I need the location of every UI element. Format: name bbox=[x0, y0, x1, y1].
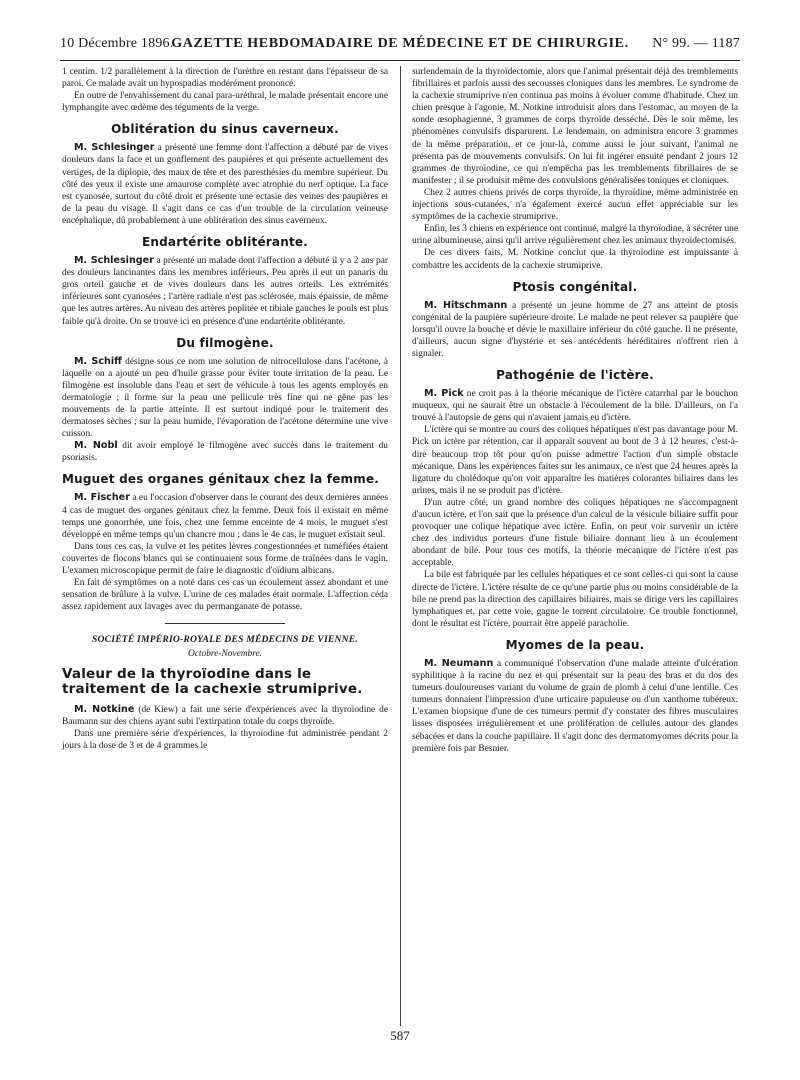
section-heading-muguet: Muguet des organes génitaux chez la femme. bbox=[62, 472, 380, 487]
author-name: M. Hitschmann bbox=[424, 299, 508, 311]
author-name: M. Schlesinger bbox=[74, 255, 154, 267]
column-separator bbox=[400, 66, 401, 1026]
paragraph-text: (de Kiew) a fait une série d'expériences avec la thyroïodine de Baumann sur des chiens ayant subi l'extirpation totale du corps thyroïde. bbox=[62, 704, 388, 727]
page-number: 587 bbox=[390, 1028, 410, 1043]
paragraph: La bile est fabriquée par les cellules hépatiques et ce sont celles-ci qui sont la cause directe de l'ictère. L'ictère résulte de ce qu'une partie plus ou moins considérable de la bile ne prend pas la direction des capillaires biliaires, mais se dirige vers les capillaires lymphatiques et, par cette voie, gagne le torrent circulatoire. Ce trouble fonctionnel, dont le résultat est l'ictère, pourrait être appelé paracholie. bbox=[412, 570, 738, 629]
paragraph bbox=[62, 356, 388, 441]
paragraph bbox=[62, 142, 388, 227]
section-heading-filmogene: Du filmogène. bbox=[176, 335, 274, 350]
paragraph bbox=[62, 440, 388, 464]
author-name: M. Fischer bbox=[74, 492, 130, 504]
paragraph: surlendemain de la thyroïdectomie, alors que l'animal présentait déjà des tremblements fibrillaires et parfois aussi des secousses cloniques dans les membres. Le syndrome de la cachexie strumiprive n'en continua pas moins à évoluer comme d'habitude. Chez un chien presque à l'agonie, M. Notkine introduisit alors dans l'estomac, au moyen de la sonde œsophagienne, 3 grammes de corps thyroïde desséché. Dès le soir même, les phénomènes convulsifs disparurent. Le lendemain, on administra encore 3 grammes de la même préparation, et ce jour-là, comme aussi le jour suivant, l'animal ne présenta pas de mouvements convulsifs. On lui fit ingérer ensuite pendant 2 jours 12 grammes de thyroïodine, ce qui n'empêcha pas les tremblements fibrillaires de se manifester ; il se produisit même des convulsions généralisées toniques et cloniques. bbox=[412, 67, 738, 186]
header-rule bbox=[60, 60, 740, 61]
paragraph: Dans tous ces cas, la vulve et les petites lèvres congestionnées et tuméfiées étaient couvertes de flocons blancs qui se continuaient sous forme de traînées dans le vagin. L'examen microscopique permit de faire le diagnostic d'oïdium albicans. bbox=[62, 541, 388, 576]
paragraph: Dans une première série d'expériences, la thyroïodine fut administrée pendant 2 jours à la dose de 3 et de 4 grammes le bbox=[62, 728, 388, 751]
paragraph-text: dit avoir employé le filmogène avec succès dans le traitement du psoriasis. bbox=[62, 441, 388, 464]
paragraph: D'un autre côté, un grand nombre des coliques hépatiques ne s'accompagnent d'aucun ictère, et l'on sait que la présence d'un calcul de la vésicule biliaire suffit pour provoquer une colique hépatique avec ictère. Enfin, on peut voir survenir un ictère chez des individus porteurs d'une fistule biliaire donnant lieu à un écoulement abondant de bile. Pour tous ces motifs, la théorie mécanique de l'ictère n'est pas acceptable. bbox=[412, 497, 738, 569]
paragraph: L'ictère qui se montre au cours des coliques hépatiques n'est pas davantage pour M. Pick un ictère par rétention, car il apparaît souvent au bout de 3 à 12 heures, c'est-à-dire beaucoup trop tôt pour qu'on puisse admettre l'action d'un simple obstacle mécanique. Dans les expériences faites sur les animaux, ce n'est que 24 heures après la ligature du cholédoque qu'on voit apparaître les matières colorantes biliaires dans les urines, mais il ne se produit pas d'ictère. bbox=[412, 425, 738, 496]
paragraph-text: a eu l'occasion d'observer dans le courant des deux dernières années 4 cas de muguet des organes génitaux chez la femme. Deux fois il existait en même temps une gonorrhée, une fois, chez une femme enceinte de 4 mois, le muguet s'est développé en même temps qu'un chancre mou ; dans le 4e cas, le muguet existait seul. bbox=[62, 493, 388, 540]
paragraph-text: désigne sous ce nom une solution de nitrocellulose dans l'acétone, à laquelle on a ajouté un peu d'huile grasse pour éviter toute irritation de la peau. Le filmogène est insoluble dans l'eau et sert de véhicule à tous les agents employés en dermatologie ; il forme sur la peau une pellicule très fine qui ne gêne pas les mouvements de la partie atteinte. Il est surtout indiqué pour le traitement des dermatoses sèches ; sur la peau humide, l'évaporation de l'acétone détermine une vive cuisson. bbox=[62, 356, 388, 440]
society-date: Octobre-Novembre. bbox=[187, 649, 263, 660]
running-head bbox=[60, 36, 740, 58]
left-column bbox=[62, 66, 388, 752]
section-heading-ictere: Pathogénie de l'ictère. bbox=[496, 368, 654, 383]
header-date: 10 Décembre 1896. bbox=[60, 36, 174, 51]
paragraph-text: a présenté un malade dont l'affection a débuté il y a 2 ans par des douleurs lancinantes dans les membres inférieurs. Peu après il eut un panaris du gros orteil gauche et de vives douleurs dans les autres orteils. Les extrémités inférieures sont cyanosées ; l'artère radiale n'est pas sclérosée, mais épaissie, de même que les autres artères. Au niveau des artères poplitée et tibiale gauches le pouls est plus faible qu'à droite. On se trouve ici en présence d'une endartérite oblitérante. bbox=[62, 256, 388, 327]
paragraph bbox=[412, 658, 738, 755]
section-heading-sinus: Oblitération du sinus caverneux. bbox=[111, 122, 339, 137]
right-column bbox=[412, 66, 738, 755]
paragraph: Enfin, les 3 chiens en expérience ont continué, malgré la thyroïodine, à sécréter une urine albumineuse, ainsi qu'il arrive régulièrement chez les animaux thyroïdectomisés. bbox=[412, 224, 738, 247]
paragraph: En outre de l'envahissement du canal para-uréthral, le malade présentait encore une lymphangite avec œdème des téguments de la verge. bbox=[62, 91, 388, 114]
section-heading-ptosis: Ptosis congénital. bbox=[512, 279, 638, 294]
society-heading: SOCIÉTÉ IMPÉRIO-ROYALE DES MÉDECINS DE VIENNE. bbox=[92, 634, 358, 646]
paragraph-text: a communiqué l'observation d'une malade atteinte d'ulcération syphilitique à la racine du nez et qui présentait sur la peau des bras et du dos des tumeurs douloureuses variant du volume de grain de plomb à celui d'une lentille. Ces tumeurs donnaient l'impression d'une urticaire papuleuse ou d'un xanthome tubéreux. L'examen biopsique d'une de ces tumeurs permit d'y constater des fibres musculaires lisses disposées irrégulièrement et une prolifération de cellules autour des glandes sébacées et dans la couche papillaire. Il s'agit donc des dermatomyomes décrits pour la première fois par Besnier. bbox=[412, 658, 738, 754]
paragraph: 1 centim. 1/2 parallèlement à la direction de l'urèthre en restant dans l'épaisseur de sa paroi. Ce malade avait un hypospadias modérément prononcé. bbox=[62, 67, 388, 90]
section-heading-endarterite: Endartérite oblitérante. bbox=[141, 235, 309, 250]
author-name: M. Schlesinger bbox=[74, 142, 155, 154]
section-heading-myomes: Myomes de la peau. bbox=[505, 637, 645, 652]
paragraph bbox=[62, 255, 388, 328]
paragraph bbox=[412, 300, 738, 360]
paragraph: En fait de symptômes on a noté dans ces cas un écoulement assez abondant et une sensation de brûlure à la vulve. L'urine de ces malades était normale. L'affection céda assez rapidement aux lavages avec du permanganate de potasse. bbox=[62, 578, 388, 613]
author-name: M. Neumann bbox=[424, 657, 494, 669]
author-name: M. Notkine bbox=[74, 703, 135, 715]
paragraph: Chez 2 autres chiens privés de corps thyroïde, la thyroïdine, même administrée en injections sous-cutanées, n'a également exercé aucun effet appréciable sur les symptômes de la cachexie strumiprive. bbox=[412, 187, 738, 223]
paragraph-text: a présenté une femme dont l'affection a débuté par de vives douleurs dans la face et un gonflement des paupières et qui présente actuellement des vertiges, de la diplopie, des maux de tête et des paresthésies du membre supérieur. Du côté des yeux il existe une amaurose complète avec atrophie du nerf optique. La face est cyanosée, surtout du côté droit et présente une ectasie des veines des paupières et de la peau du visage. Il s'agit dans ce cas d'un trouble de la circulation veineuse encéphalique, dû probablement à une oblitération des sinus caverneux. bbox=[62, 143, 388, 226]
paragraph: De ces divers faits, M. Notkine conclut que la thyroïodine est impuissante à combattre les accidents de la cachexie strumiprive. bbox=[412, 248, 738, 271]
author-name: M. Pick bbox=[424, 388, 464, 400]
paragraph-text: a présenté un jeune homme de 27 ans atteint de ptosis congénital de la paupière supérieure droite. Le malade ne peut relever sa paupière que lorsqu'il ouvre la bouche et dévie le maxillaire inférieur du côté gauche. Il ne présente, d'ailleurs, aucun signe d'hystérie et ses antécédents héréditaires n'offrent rien à signaler. bbox=[412, 300, 738, 359]
paragraph bbox=[62, 704, 388, 728]
author-name: M. Nobl bbox=[74, 440, 118, 452]
section-heading-thyroiodine: Valeur de la thyroïodine dans le traitement de la cachexie strumiprive. bbox=[62, 665, 363, 698]
paragraph bbox=[412, 388, 738, 424]
paragraph-text: ne croit pas à la théorie mécanique de l'ictère catarrhal par le bouchon muqueux, qui ne saurait être un obstacle à l'écoulement de la bile. D'ailleurs, on l'a trouvé à l'autopsie de gens qui n'avaient jamais eu d'ictère. bbox=[412, 389, 738, 424]
journal-title: GAZETTE HEBDOMADAIRE DE MÉDECINE ET DE CHIRURGIE. bbox=[171, 36, 629, 51]
section-divider bbox=[165, 623, 285, 624]
issue-page-number: N° 99. — 1187 bbox=[652, 36, 740, 51]
author-name: M. Schiff bbox=[74, 355, 122, 367]
paragraph bbox=[62, 492, 388, 540]
